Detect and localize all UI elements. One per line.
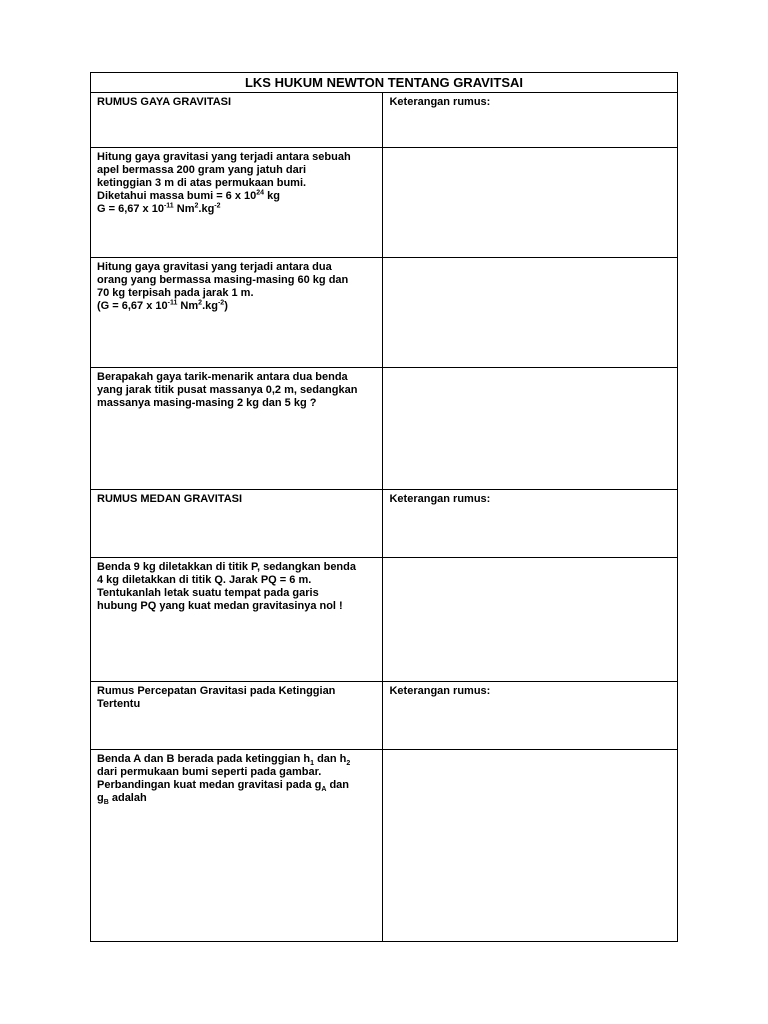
question-line: 4 kg diletakkan di titik Q. Jarak PQ = 6 m. bbox=[97, 574, 312, 586]
question-2 bbox=[91, 258, 383, 368]
question-line: Hitung gaya gravitasi yang terjadi antara dua bbox=[97, 261, 332, 273]
row-rumus-percepatan bbox=[91, 682, 678, 750]
section-heading: Rumus Percepatan Gravitasi pada Ketinggian Tertentu bbox=[91, 682, 383, 750]
question-line: ketinggian 3 m di atas permukaan bumi. bbox=[97, 177, 307, 189]
section-heading: RUMUS GAYA GRAVITASI bbox=[91, 93, 383, 148]
question-5 bbox=[91, 750, 383, 942]
answer-cell[interactable] bbox=[383, 558, 678, 682]
question-line: hubung PQ yang kuat medan gravitasinya nol ! bbox=[97, 600, 343, 612]
row-question-5 bbox=[91, 750, 678, 942]
earth-mass-line: Diketahui massa bumi = 6 x $10^{24}$ kg bbox=[97, 189, 280, 202]
question-line: 70 kg terpisah pada jarak 1 m. bbox=[97, 287, 254, 299]
question-line: Berapakah gaya tarik-menarik antara dua benda bbox=[97, 371, 348, 383]
question-line: Benda A dan B berada pada ketinggian $h_1$ dan $h_2$ bbox=[97, 753, 351, 768]
question-line: Hitung gaya gravitasi yang terjadi antara sebuah bbox=[97, 151, 351, 163]
row-question-2 bbox=[91, 258, 678, 368]
row-rumus-medan bbox=[91, 490, 678, 558]
gravity-constant-line: G = 6,67 x $10^{-11}$ $Nm^2.kg^{-2}$ bbox=[97, 202, 221, 215]
question-line: dari permukaan bumi seperti pada gambar. bbox=[97, 766, 322, 778]
question-4 bbox=[91, 558, 383, 682]
question-line: yang jarak titik pusat massanya 0,2 m, sedangkan bbox=[97, 384, 358, 396]
row-question-4 bbox=[91, 558, 678, 682]
question-line: orang yang bermassa masing-masing 60 kg dan bbox=[97, 274, 349, 286]
question-line: Tentukanlah letak suatu tempat pada garis bbox=[97, 587, 319, 599]
answer-cell[interactable] bbox=[383, 148, 678, 258]
gravity-constant-line: (G = 6,67 x $10^{-11}$ $Nm^2.kg^{-2}$) bbox=[97, 299, 228, 312]
answer-cell[interactable] bbox=[383, 258, 678, 368]
row-question-3 bbox=[91, 368, 678, 490]
explanation-label: Keterangan rumus: bbox=[383, 682, 678, 750]
worksheet-table bbox=[90, 72, 678, 942]
explanation-label: Keterangan rumus: bbox=[383, 93, 678, 148]
question-line: massanya masing-masing 2 kg dan 5 kg ? bbox=[97, 397, 317, 409]
question-line: Perbandingan kuat medan gravitasi pada $g_A$ dan bbox=[97, 779, 350, 794]
question-line: apel bermassa 200 gram yang jatuh dari bbox=[97, 164, 307, 176]
question-line: $g_B$ adalah bbox=[97, 792, 147, 807]
explanation-label: Keterangan rumus: bbox=[383, 490, 678, 558]
worksheet-title: LKS HUKUM NEWTON TENTANG GRAVITSAI bbox=[91, 73, 678, 93]
section-heading: RUMUS MEDAN GRAVITASI bbox=[91, 490, 383, 558]
question-3 bbox=[91, 368, 383, 490]
question-line: Benda 9 kg diletakkan di titik P, sedangkan benda bbox=[97, 561, 356, 573]
row-question-1 bbox=[91, 148, 678, 258]
row-rumus-gaya bbox=[91, 93, 678, 148]
answer-cell[interactable] bbox=[383, 750, 678, 942]
answer-cell[interactable] bbox=[383, 368, 678, 490]
question-1 bbox=[91, 148, 383, 258]
